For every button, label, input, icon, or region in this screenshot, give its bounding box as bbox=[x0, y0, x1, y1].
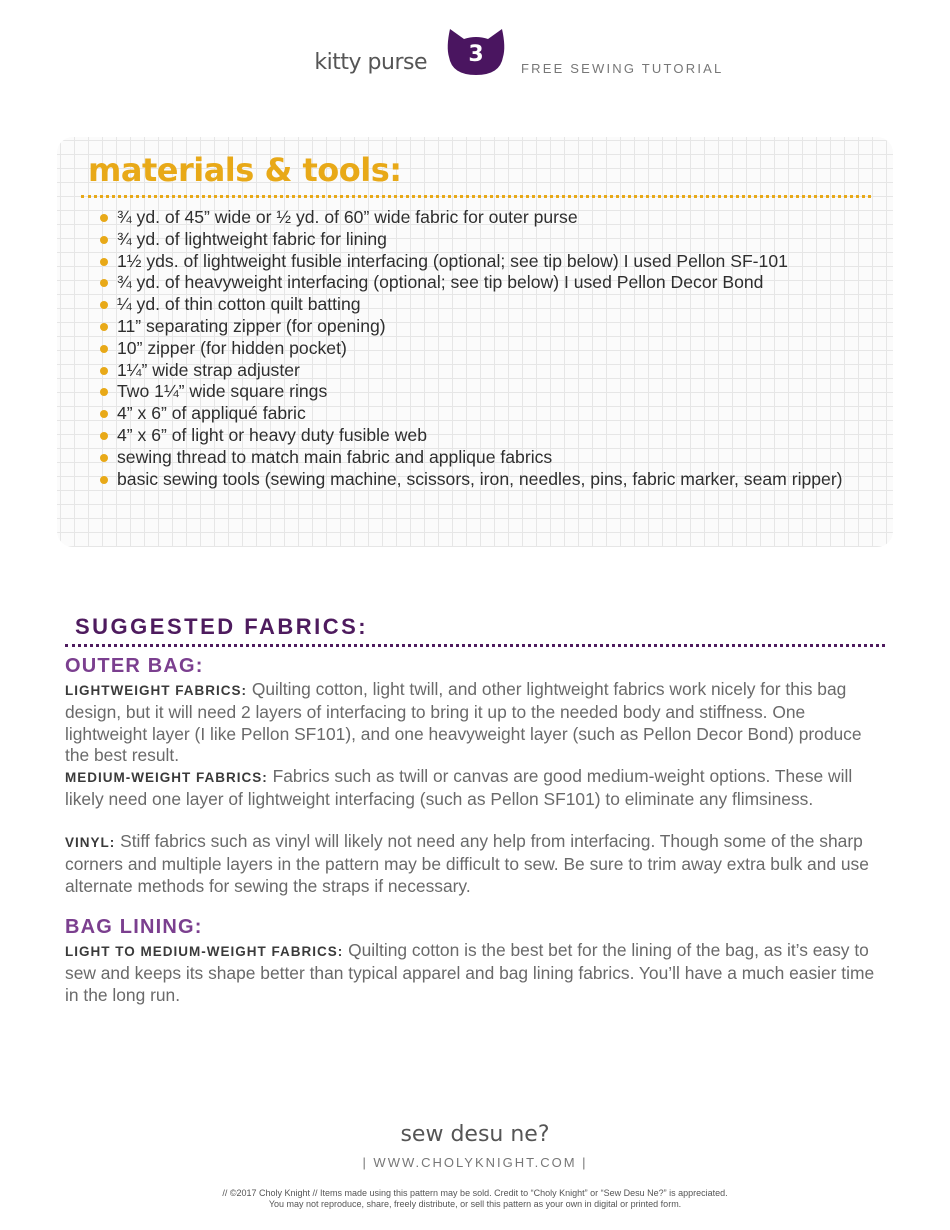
medium-fabrics-text: Fabrics such as twill or canvas are good medium-weight options. These will likely need one layer of lightweight interfacing (such as Pellon SF101) to eliminate any flimsiness. bbox=[65, 766, 853, 809]
list-item: 10” zipper (for hidden pocket) bbox=[97, 338, 857, 360]
list-item: ¾ yd. of heavyweight interfacing (optional; see tip below) I used Pellon Decor Bond bbox=[97, 272, 857, 294]
list-item: 4” x 6” of appliqué fabric bbox=[97, 403, 857, 425]
pattern-title: kitty purse bbox=[314, 50, 427, 75]
list-item: 1¼” wide strap adjuster bbox=[97, 360, 857, 382]
lightweight-fabrics-paragraph bbox=[65, 679, 890, 767]
copyright-line-1: // ©2017 Choly Knight // Items made using this pattern may be sold. Credit to “Choly Knight” or “Sew Desu Ne?” is appreciated. bbox=[222, 1188, 728, 1198]
copyright-line-2: You may not reproduce, share, freely distribute, or sell this pattern as your own in digital or printed form. bbox=[268, 1199, 682, 1209]
bullet-icon bbox=[100, 214, 108, 222]
page-header bbox=[0, 20, 950, 80]
bullet-icon bbox=[100, 258, 108, 266]
list-item: Two 1¼” wide square rings bbox=[97, 381, 857, 403]
footer-brand: sew desu ne? bbox=[400, 1122, 550, 1147]
bullet-icon bbox=[100, 476, 108, 484]
materials-box bbox=[57, 137, 893, 547]
vinyl-paragraph bbox=[65, 831, 890, 897]
bullet-icon bbox=[100, 323, 108, 331]
materials-title: materials & tools: bbox=[88, 151, 402, 189]
list-item: 1½ yds. of lightweight fusible interfacing (optional; see tip below) I used Pellon SF-101 bbox=[97, 251, 857, 273]
lining-fabrics-text: Quilting cotton is the best bet for the lining of the bag, as it’s easy to sew and keeps its shape better than typical apparel and bag lining fabrics. You’ll have a much easier time in the long run. bbox=[65, 940, 875, 1005]
outer-bag-heading: OUTER BAG: bbox=[65, 655, 204, 677]
vinyl-label: VINYL: bbox=[65, 835, 116, 850]
bullet-icon bbox=[100, 410, 108, 418]
bullet-icon bbox=[100, 345, 108, 353]
materials-divider bbox=[81, 195, 871, 198]
list-item: ¾ yd. of 45” wide or ½ yd. of 60” wide fabric for outer purse bbox=[97, 207, 857, 229]
cat-head-icon bbox=[446, 27, 506, 77]
bullet-icon bbox=[100, 454, 108, 462]
list-item: 4” x 6” of light or heavy duty fusible web bbox=[97, 425, 857, 447]
website-link[interactable]: | WWW.CHOLYKNIGHT.COM | bbox=[362, 1155, 588, 1170]
suggested-divider bbox=[65, 644, 885, 647]
page-number: 3 bbox=[468, 42, 484, 67]
lightweight-fabrics-label: LIGHTWEIGHT FABRICS: bbox=[65, 683, 247, 698]
materials-list bbox=[97, 207, 857, 490]
bag-lining-heading: BAG LINING: bbox=[65, 916, 203, 938]
list-item: sewing thread to match main fabric and applique fabrics bbox=[97, 447, 857, 469]
bullet-icon bbox=[100, 432, 108, 440]
lining-fabrics-label: LIGHT TO MEDIUM-WEIGHT FABRICS: bbox=[65, 944, 344, 959]
list-item: 11” separating zipper (for opening) bbox=[97, 316, 857, 338]
bullet-icon bbox=[100, 236, 108, 244]
bullet-icon bbox=[100, 301, 108, 309]
medium-fabrics-paragraph bbox=[65, 766, 890, 811]
vinyl-text: Stiff fabrics such as vinyl will likely not need any help from interfacing. Though some of the sharp corners and multiple layers in the pattern may be difficult to sew. Be sure to trim away extra bulk and use alternate methods for sewing the straps if necessary. bbox=[65, 831, 869, 896]
lightweight-fabrics-text: Quilting cotton, light twill, and other lightweight fabrics work nicely for this bag design, but it will need 2 layers of interfacing to bring it up to the needed body and stiffness. One lightweight layer (I like Pellon SF101), and one heavyweight layer (such as Pellon Decor Bond) produce the best result. bbox=[65, 679, 862, 766]
copyright-notice bbox=[0, 1188, 950, 1210]
bullet-icon bbox=[100, 279, 108, 287]
lining-paragraph bbox=[65, 940, 890, 1006]
bullet-icon bbox=[100, 388, 108, 396]
list-item: ¼ yd. of thin cotton quilt batting bbox=[97, 294, 857, 316]
medium-fabrics-label: MEDIUM-WEIGHT FABRICS: bbox=[65, 770, 268, 785]
bullet-icon bbox=[100, 367, 108, 375]
list-item: ¾ yd. of lightweight fabric for lining bbox=[97, 229, 857, 251]
list-item: basic sewing tools (sewing machine, scissors, iron, needles, pins, fabric marker, seam ripper) bbox=[97, 469, 857, 491]
suggested-fabrics-title: SUGGESTED FABRICS: bbox=[75, 614, 369, 639]
tutorial-label: FREE SEWING TUTORIAL bbox=[521, 61, 724, 76]
